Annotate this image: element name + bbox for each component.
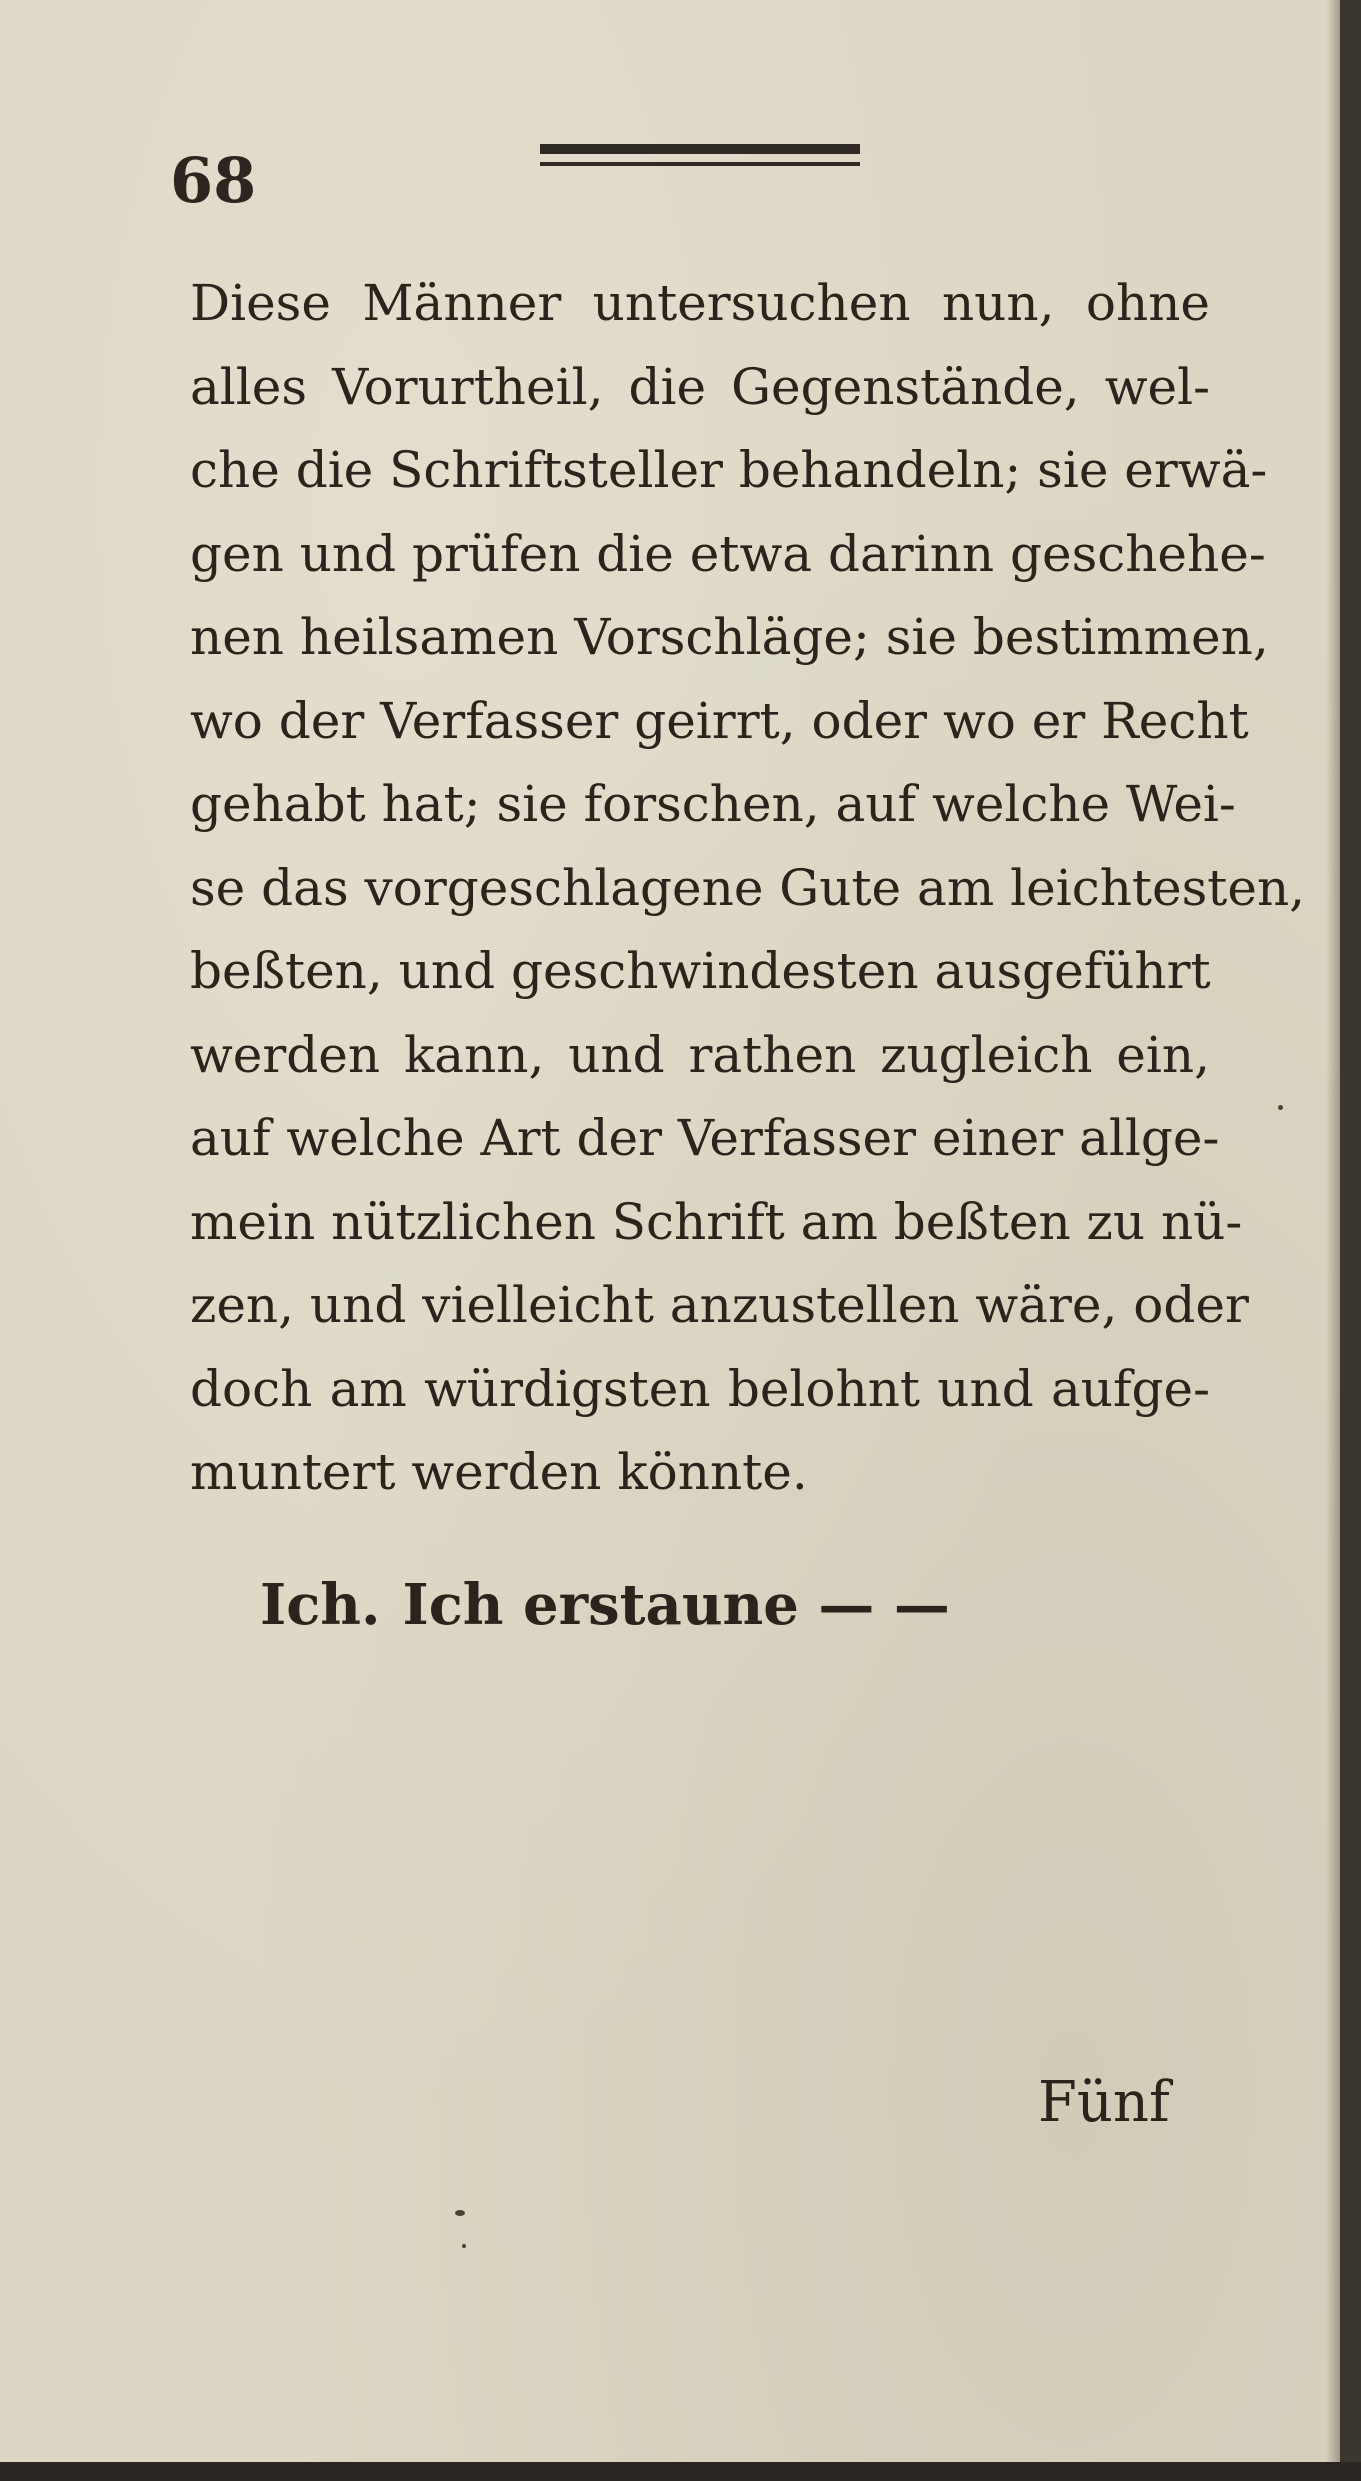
text-line: beßten, und geschwindesten ausgeführt [190, 942, 1211, 1000]
header-ornamental-rule [540, 144, 860, 178]
ink-speck [1278, 1105, 1283, 1110]
text-line: Diese Männer untersuchen nun, ohne [190, 274, 1210, 332]
text-line: se das vorgeschlagene Gute am leichtesten, [190, 858, 1306, 917]
catchword: Fünf [1038, 2070, 1170, 2135]
page-edge-shadow [1326, 0, 1340, 2462]
page-number: 68 [170, 144, 257, 217]
text-line: wo der Verfasser geirrt, oder wo er Recht [190, 691, 1249, 750]
text-line: auf welche Art der Verfasser einer allge- [190, 1109, 1220, 1167]
scan-border-bottom [0, 2462, 1361, 2481]
dialogue-line [260, 1572, 950, 1638]
text-line: gehabt hat; sie forschen, auf welche Wei- [190, 775, 1236, 833]
speech-text: Ich erstaune — — [402, 1572, 950, 1638]
text-line: werden kann, und rathen zugleich ein, [190, 1025, 1210, 1084]
text-line: che die Schriftsteller behandeln; sie erwä- [190, 441, 1268, 499]
speaker-label: Ich. [260, 1572, 381, 1638]
text-line: alles Vorurtheil, die Gegenstände, wel- [190, 357, 1210, 416]
header-rule-thick-line [540, 144, 860, 154]
text-line: nen heilsamen Vorschläge; sie bestimmen, [190, 608, 1269, 666]
text-line: zen, und vielleicht anzustellen wäre, oder [190, 1276, 1249, 1334]
ink-speck [455, 2210, 465, 2216]
scan-border-right [1340, 0, 1361, 2481]
text-line: mein nützlichen Schrift am beßten zu nü- [190, 1192, 1243, 1251]
ink-speck [462, 2244, 466, 2248]
body-paragraph [190, 262, 1306, 1515]
text-line: doch am würdigsten belohnt und aufge- [190, 1359, 1210, 1418]
text-line: gen und prüfen die etwa darinn geschehe- [190, 524, 1266, 583]
text-line-final: muntert werden könnte. [190, 1443, 808, 1501]
header-rule-thin-line [540, 162, 860, 166]
